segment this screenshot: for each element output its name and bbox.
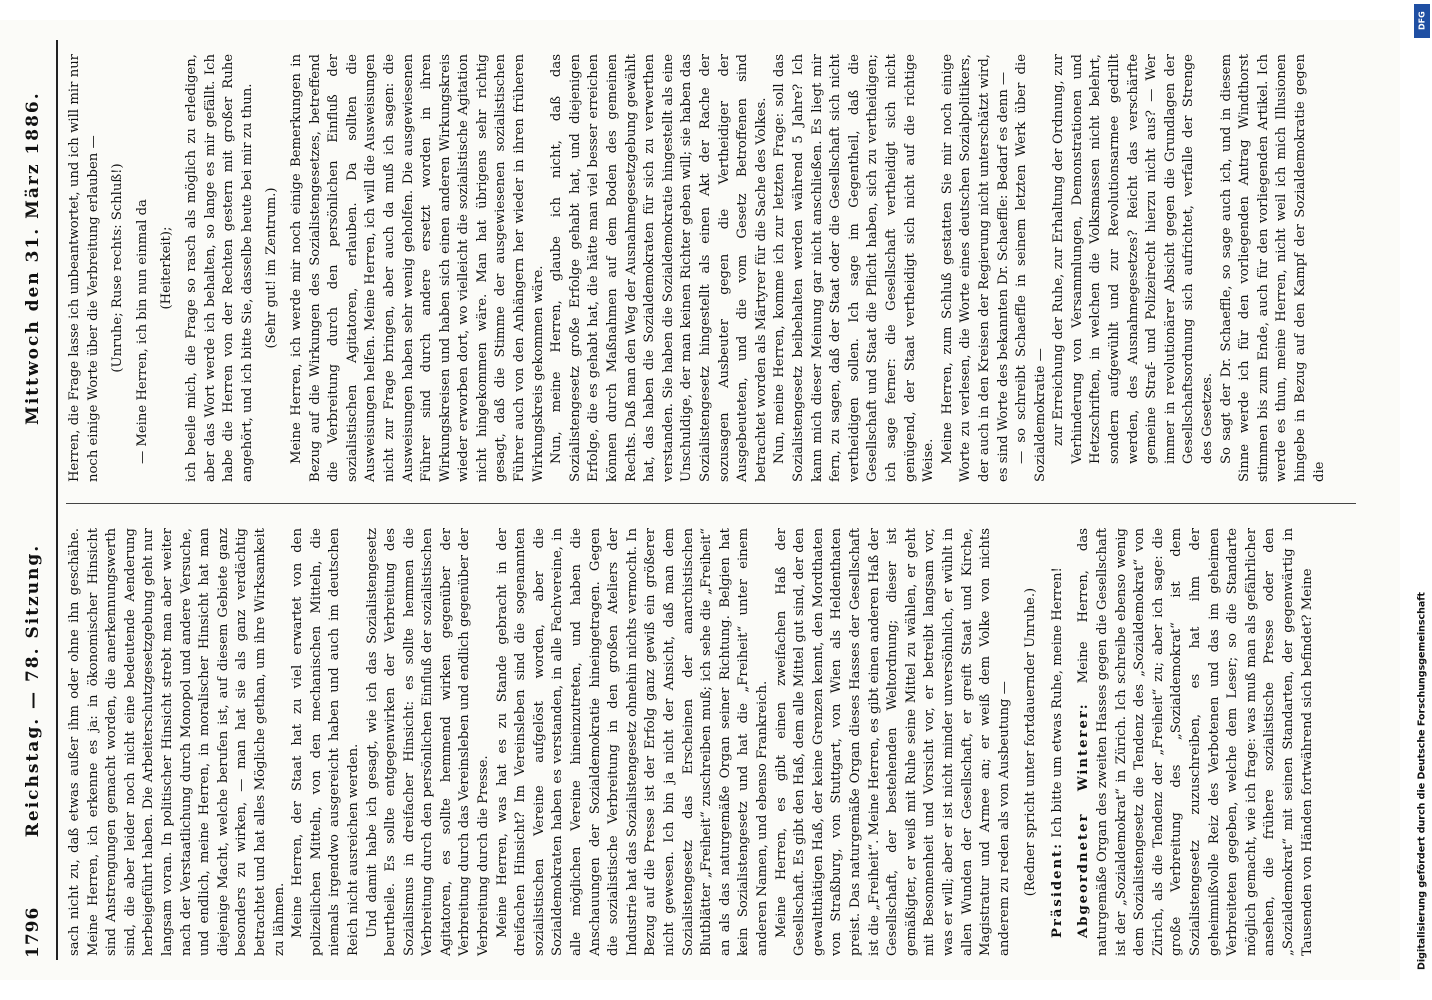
stage-direction: (Heiterkeit); (159, 226, 175, 310)
left-paragraph: Und damit habe ich gesagt, wie ich das Sozialistengesetz beurtheile. Es sollte entgegenwirken der Verbreitung des Sozialismus in dreifacher Hinsicht: es sollte hemmen die Verbreitung durch den persönlichen Einfluß der sozialistischen Agitatoren, es sollte hemmend wirken gegenüber der Verbreitung durch das Vereinsleben und endlich gegenüber der Verbreitung durch die Presse. (364, 528, 492, 956)
president-text: Ich bitte um etwas Ruhe, meine Herren! (1049, 567, 1065, 838)
page-header (10, 20, 56, 980)
stage-direction: (Sehr gut! im Zentrum.) (264, 187, 280, 349)
page-number: 1796 (23, 906, 43, 958)
column-divider (66, 503, 1356, 504)
header-session-title: Reichstag. — 78. Sitzung. (23, 543, 43, 838)
speaker-label: Abgeordneter Winterer: (1076, 702, 1092, 938)
right-paragraph: ich beeile mich, die Frage so rasch als möglich zu erledigen, aber das Wort werde ich behalten, so lange es mir gefällt. Ich habe die Herren von der Rechten gestern mit großer Ruhe angehört, und ich bitte Sie, dasselbe heute bei mir zu thun. (183, 54, 255, 482)
president-label: Präsident: (1049, 841, 1065, 938)
left-paragraph: Meine Herren, es gibt einen zweifachen Haß der Gesellschaft. Es gibt den Haß, dem alle Mittel gut sind, der den gewaltthätigen Haß, der keine Grenzen kennt, den Mordthaten von Straßburg, von Stuttgart, von Wien als Heldenthaten preist. Das naturgemäße Organ dieses Hasses der Gesellschaft ist die „Freiheit“. Meine Herren, es gibt einen anderen Haß der Gesellschaft, der bestehenden Weltordnung; dieser ist gemäßigter, er weiß mit Ruhe seine Mittel zu wählen, er geht mit Besonnenheit und Vorsicht vor, er betreibt langsam vor, was er will; aber er ist nicht minder unversöhnlich, er wühlt in allen Wunden der Gesellschaft, er greift Staat und Kirche, Magistratur und Armee an; er weiß dem Volke von nichts anderem zu reden als von Ausbeutung — (773, 528, 1012, 956)
left-paragraph: sach nicht zu, daß etwas außer ihm oder ohne ihn geschähe. Meine Herren, ich erkenne es ja: in ökonomischer Hinsicht sind Anstrengungen gemacht worden, die anerkennungswerth sind, die aber leider noch nicht eine bedeutende Aenderung herbeigeführt haben. Die Arbeiterschutzgesetzgebung geht nur langsam voran. In politischer Hinsicht strebt man aber weiter nach der Verstaatlichung durch Monopol und andere Versuche, und endlich, meine Herren, in moralischer Hinsicht hat man diejenige Macht, welche berufen ist, auf diesem Gebiete ganz besonders zu wirken, — man hat sie als ganz verdächtig betrachtet und hat alles Mögliche gethan, um ihre Wirksamkeit zu lähmen. (67, 528, 287, 956)
right-paragraph: Meine Herren, zum Schluß gestatten Sie mir noch einige Worte zu verlesen, die Worte eines deutschen Sozialpolitikers, der auch in den Kreisen der Regierung nicht unterschätzt wird, es sind Worte des bekannten Dr. Schaeffle: Bedarf es denn — (939, 54, 1011, 482)
quotation: zur Erreichung der Ruhe, zur Erhaltung der Ordnung, zur Verhinderung von Versammlungen, Demonstrationen und Hetzschriften, in welchen die Volksmassen nicht belehrt, sondern aufgewühlt und zur Revolutionsarmee gedrillt werden, des Ausnahmegesetzes? Reicht das verschärfte gemeine Straf- und Polizeirecht hierzu nicht aus? — Wer immer in revolutionärer Absicht gegen die Grundlagen der Gesellschaftsordnung sich aufrichtet, verfalle der Strenge des Gesetzes. (1051, 54, 1216, 464)
right-paragraph: — Meine Herren, ich bin nun einmal da (134, 199, 150, 464)
left-paragraph: Meine Herren, was hat es zu Stande gebracht in der dreifachen Hinsicht? Im Vereinsleben sind die sogenannten sozialistischen Vereine aufgelöst worden, aber die Sozialdemokraten haben es verstanden, in alle Fachvereine, in alle möglichen Vereine hineinzutreten, und haben die Anschauungen der Sozialdemokratie hineingetragen. Gegen die sozialistische Verbreitung in den großen Ateliers der Industrie hat das Sozialistengesetz ohnehin nichts vermocht. In Bezug auf die Presse ist der Erfolg ganz gewiß ein größerer nicht gewesen. Ich bin ja nicht der Ansicht, daß man dem Sozialistengesetz das Erscheinen der anarchistischen Blutblätter „Freiheit“ zuschreiben muß; ich sehe die „Freiheit“ an als das naturgemäße Organ seiner Richtung. Belgien hat kein Sozialistengesetz und hat die „Freiheit“ unter einem anderen Namen, und ebenso Frankreich. (494, 528, 770, 956)
right-paragraph: So sagt der Dr. Schaeffle, so sage auch ich, und in diesem Sinne werde ich für den vorliegenden Antrag Windthorst stimmen bis zum Ende, auch für den vorliegenden Artikel. Ich werde es thun, meine Herren, nicht weil ich mich Illusionen hingebe in Bezug auf den Kampf der Sozialdemokratie gegen die (1218, 54, 1327, 482)
right-paragraph: Herren, die Frage lasse ich unbeantwortet, und ich will mir nur noch einige Worte über die Verbreitung erlauben — (67, 54, 101, 482)
left-column (66, 528, 1366, 956)
stage-direction: (Redner spricht unter fortdauernder Unruhe.) (1023, 587, 1039, 897)
right-paragraph: Nun, meine Herren, komme ich zur letzten Frage: soll das Sozialistengesetz beibehalten werden während 5 Jahre? Ich kann mich dieser Meinung gar nicht anschließen. Es liegt mir fern, zu sagen, daß der Staat oder die Gesellschaft sich nicht vertheidigen sollen. Ich sage im Gegentheil, daß die Gesellschaft und Staat die Pflicht haben, sich zu vertheidigen; ich sage ferner: die Gesellschaft vertheidigt sich nicht genügend, der Staat vertheidigt sich nicht auf die richtige Weise. (772, 54, 937, 482)
header-date: Mittwoch den 31. März 1886. (23, 91, 43, 425)
president-remark (1049, 528, 1068, 956)
speaker-text: Meine Herren, das naturgemäße Organ des zweiten Hasses gegen die Gesellschaft ist der „Sozialdemokrat“ in Zürich. Ich schreibe ebenso wenig dem Sozialistengesetz die Tendenz des „Sozialdemokrat“ von Zürich, als die Tendenz der „Freiheit“ zu; aber ich sage: die große Verbreitung des „Sozialdemokrat“ ist dem Sozialistengesetz zuzuschreiben, es hat ihm der geheimnißvolle Reiz des Verbotenen und das im geheimen Verbreiteten gegeben, welche dem Leser; so die Standarte möglich gemacht, wie ich frage: was muß man als gefährlicher ansehen, die frühere sozialistische Presse oder den „Sozialdemokrat“ mit seinen Standarten, der gegenwärtig in Tausenden von Händen fortwährend sich befindet? Meine (1076, 528, 1315, 956)
dfg-logo-badge: DFG (1414, 4, 1430, 38)
document-page (0, 20, 1400, 980)
right-column (66, 54, 1366, 482)
right-paragraph: Nun, meine Herren, glaube ich nicht, daß das Sozialistengesetz große Erfolge gehabt hat, und diejenigen Erfolge, die es gehabt hat, die hätte man viel besser erreichen können durch Maßnahmen auf dem Boden des gemeinen Rechts. Daß man den Weg der Ausnahmegesetzgebung gewählt hat, das haben die Sozialdemokraten für sich zu verwerthen verstanden. Sie haben die Sozialdemokratie hingestellt als eine Unschuldige, der man keinen Richter geben will; sie haben das Sozialistengesetz hingestellt als einen Akt der Rache der sozusagen Ausbeuter gegen die Vertheidiger der Ausgebeuteten, und die vom Gesetz Betroffenen sind betrachtet worden als Märtyrer für die Sache des Volkes. (549, 54, 769, 482)
header-rule (56, 40, 58, 960)
right-paragraph: Meine Herren, ich werde mir noch einige Bemerkungen in Bezug auf die Wirkungen des Sozialistengesetzes, betreffend die Verbreitung durch den persönlichen Einfluß der sozialistischen Agitatoren, erlauben. Da sollten die Ausweisungen helfen. Meine Herren, ich will die Ausweisungen nicht zur Frage bringen, aber auch da muß ich sagen: die Ausweisungen haben sehr wenig geholfen. Die ausgewiesenen Führer sind durch andere ersetzt worden in ihren Wirkungskreisen und haben sich einen anderen Wirkungskreis wieder erworben dort, wo vielleicht die sozialistische Agitation nicht hingekommen wäre. Man hat übrigens sehr richtig gesagt, daß die Stimme der ausgewiesenen sozialistischen Führer auch von den Anhängern her wieder in ihren früheren Wirkungskreis gekommen wäre. (288, 54, 546, 482)
stage-direction: (Unruhe; Ruse rechts: Schluß!) (110, 163, 126, 373)
left-paragraph: Meine Herren, der Staat hat zu viel erwartet von den polizeilichen Mitteln, von den mechanischen Mitteln, die niemals irgendwo ausgereicht haben und auch im deutschen Reich nicht ausreichen werden. (290, 528, 361, 956)
dfg-credit-text: Digitalisierung gefördert durch die Deutsche Forschungsgemeinschaft (1416, 592, 1428, 970)
speaker-remark (1075, 528, 1317, 956)
right-paragraph: — so schreibt Schaeffle in seinem letzten Werk über die Sozialdemokratie — (1014, 54, 1048, 482)
